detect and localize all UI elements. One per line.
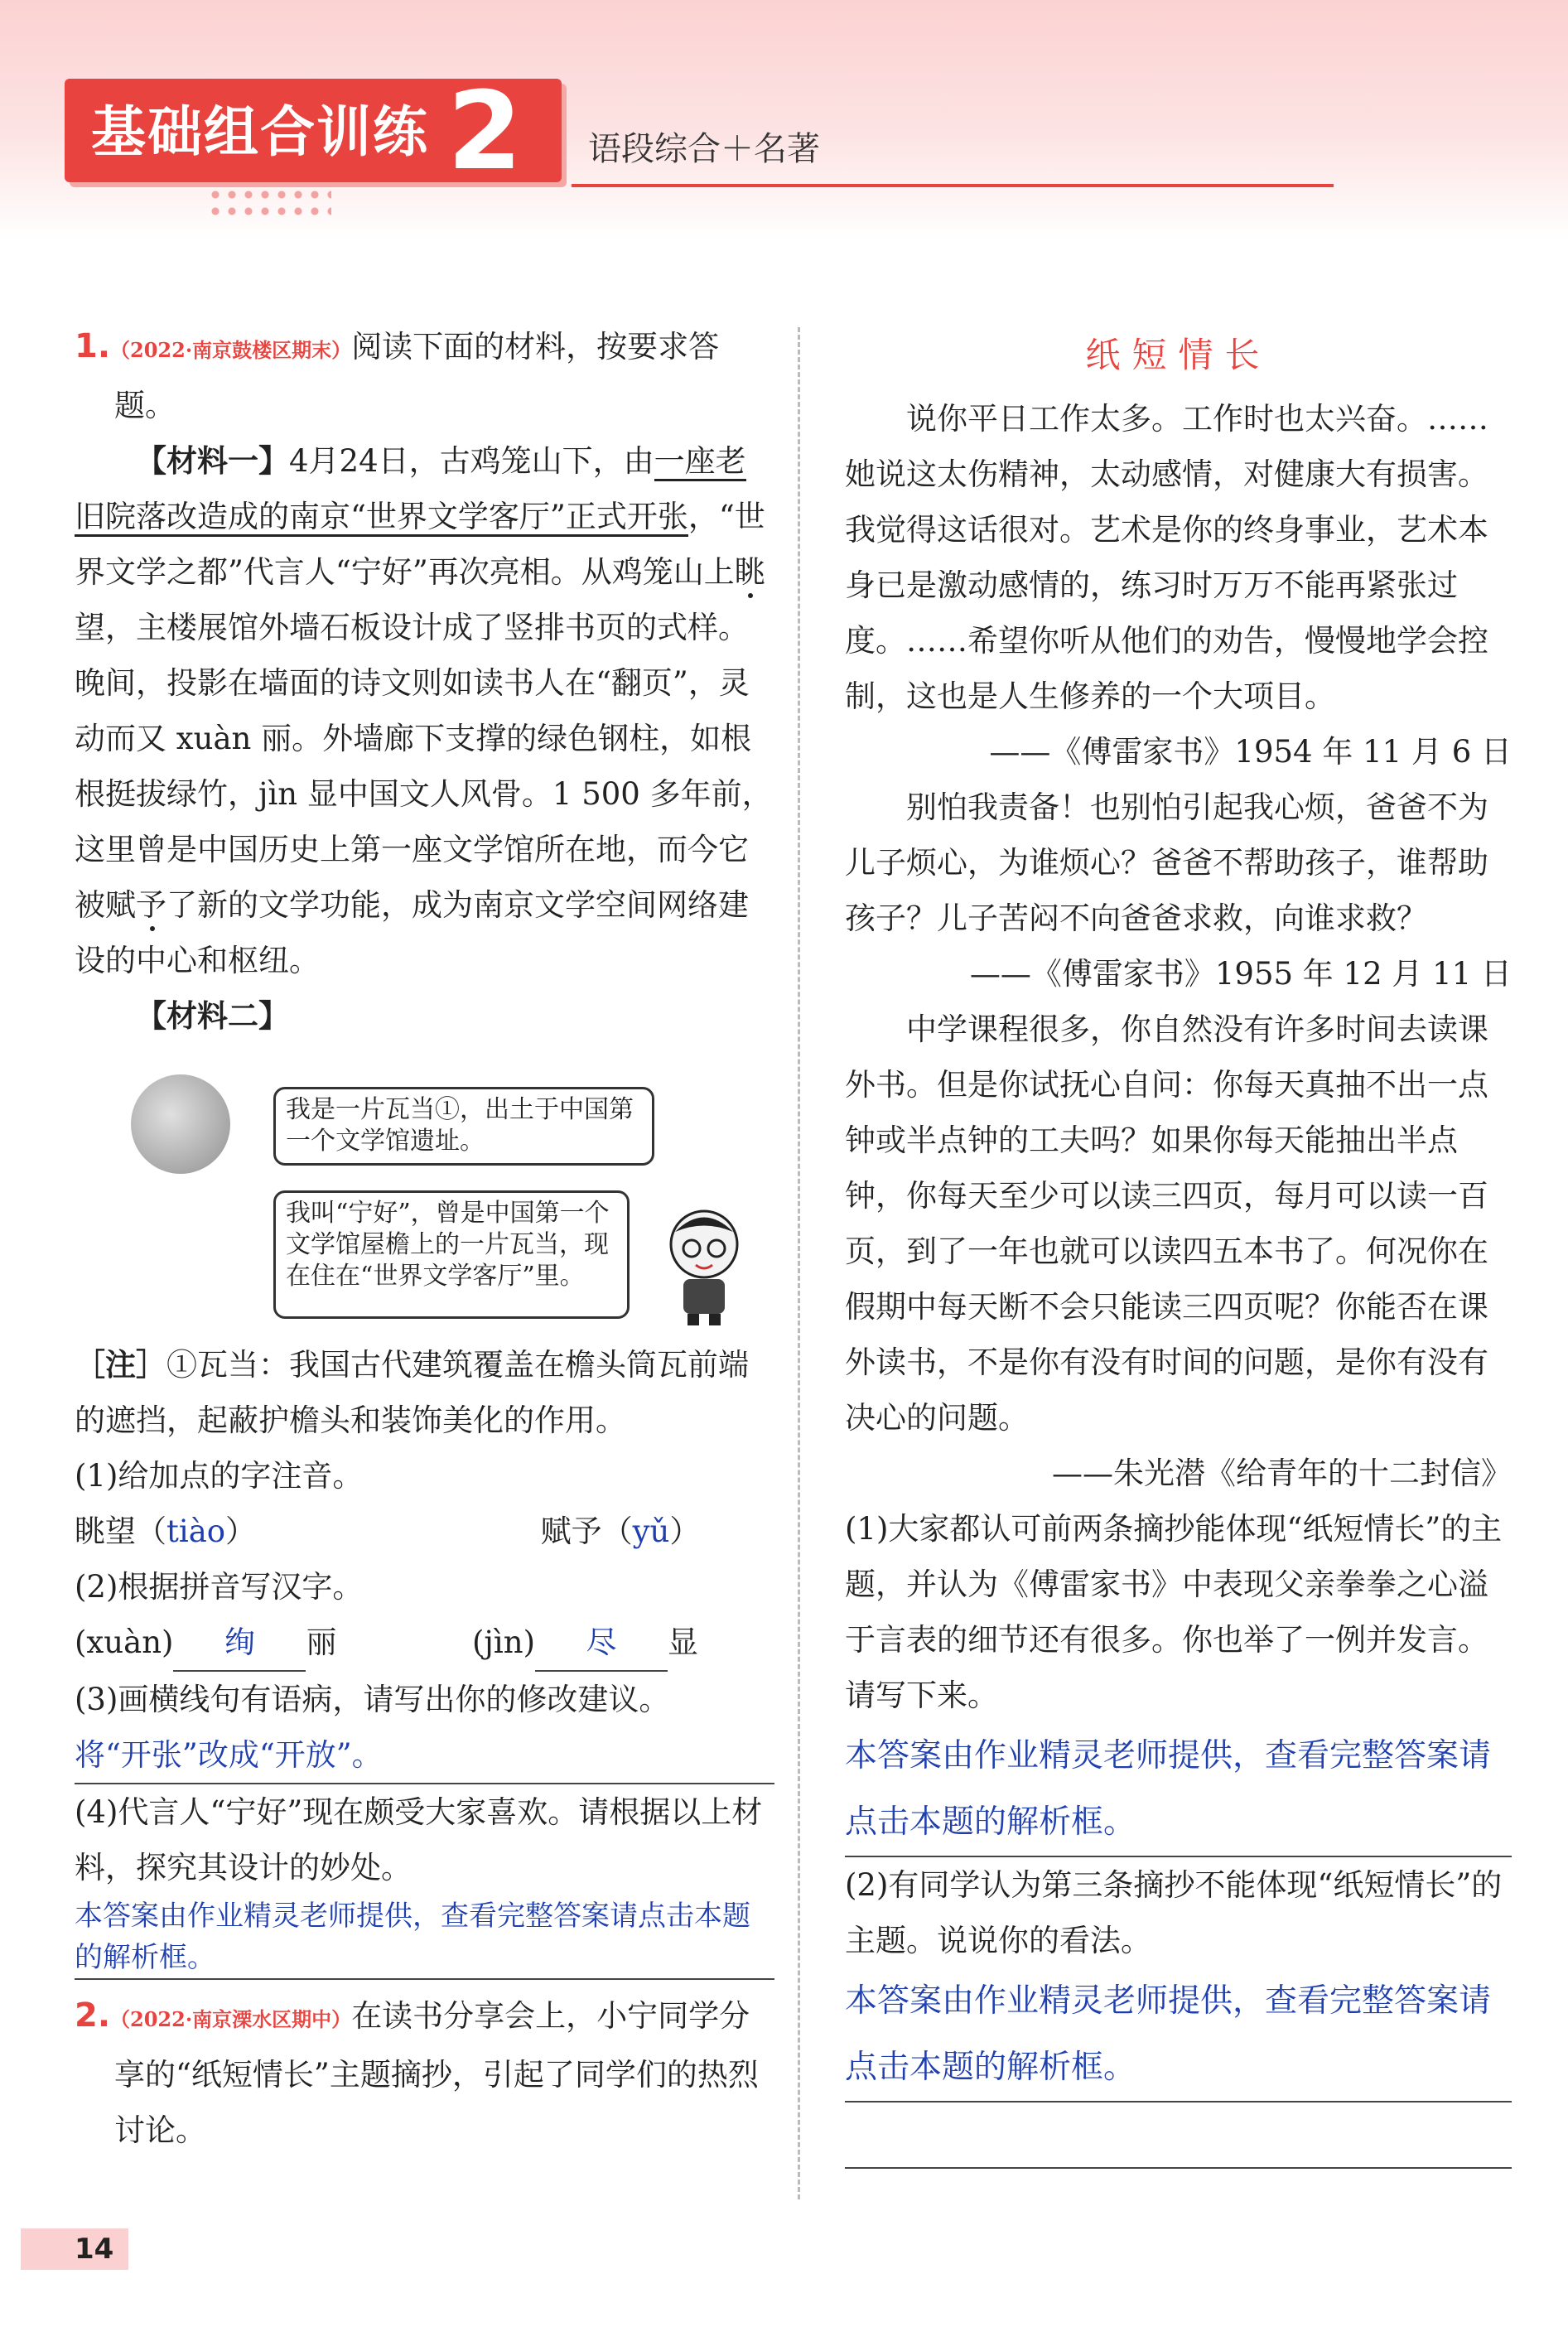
page-title-number: 2 <box>447 68 523 194</box>
excerpt-2-byline: ——《傅雷家书》1955 年 12 月 11 日 <box>969 956 1512 992</box>
question-prompt: 阅读下面的材料，按要求答题。 <box>114 329 720 423</box>
material-text: 了新的文学功能，成为南京文学空间网络建设的中心和枢纽。 <box>75 887 749 978</box>
subquestion-4-answer[interactable]: 本答案由作业精灵老师提供，查看完整答案请点击本题的解析框。 <box>75 1895 774 1980</box>
footnote-text: ①瓦当：我国古代建筑覆盖在檐头筒瓦前端的遮挡，起蔽护檐头和装饰美化的作用。 <box>75 1347 749 1438</box>
answer-prefix: 赋予（ <box>540 1514 633 1549</box>
material-text: 4月24日，古鸡笼山下，由 <box>289 443 654 479</box>
left-column <box>75 319 774 2158</box>
subquestion-4: (4)代言人“宁好”现在颇受大家喜欢。请根据以上材料，探究其设计的妙处。 <box>75 1794 763 1885</box>
answer-pinyin: yǔ <box>632 1514 670 1549</box>
page-subtitle: 语段综合＋名著 <box>588 130 820 168</box>
subquestion-2-2: (2)有同学认为第三条摘抄不能体现“纸短情长”的主题。说说你的看法。 <box>845 1867 1503 1958</box>
excerpt-3-byline: ——朱光潜《给青年的十二封信》 <box>1052 1456 1512 1491</box>
material-2-label: 【材料二】 <box>136 998 289 1034</box>
answer-suffix: ） <box>225 1514 257 1549</box>
banner-rule <box>572 184 1334 187</box>
subquestion-2-answers <box>75 1615 774 1672</box>
answer-prefix: (xuàn) <box>75 1625 174 1660</box>
material-text: ，“世界文学之都”代言人“宁好”再次亮相。从鸡笼山上 <box>75 499 765 590</box>
footnote <box>75 1337 774 1448</box>
subquestion-2: (2)根据拼音写汉字。 <box>75 1569 364 1605</box>
answer-pinyin: tiào <box>166 1514 226 1549</box>
material-text: 望，主楼展馆外墙石板设计成了竖排书页的式样。晚间，投影在墙面的诗文则如读书人在“翻页”，灵动而又 xuàn 丽。外墙廊下支撑的绿色钢柱，如根根挺拔绿竹，jìn 显中国文人风骨。1 500 多年前，这里曾是中国历史上第一座文学馆所在地，而今它被赋 <box>75 610 773 923</box>
dotted-char: 眺 <box>734 554 765 590</box>
excerpt-1: 说你平日工作太多。工作时也太兴奋。……她说这太伤精神，太动感情，对健康大有损害。我觉得这话很对。艺术是你的终身事业，艺术本身已是激动感情的，练习时万万不能再紧张过度。……希望你听从他们的劝告，慢慢地学会控制，这也是人生修养的一个大项目。 <box>845 401 1488 714</box>
subquestion-3-answer: 将“开张”改成“开放”。 <box>75 1727 774 1784</box>
page-title: 基础组合训练 <box>91 100 429 164</box>
speech-bubble-1: 我是一片瓦当①，出土于中国第一个文学馆遗址。 <box>273 1087 654 1166</box>
question-1 <box>75 319 774 433</box>
answer-prefix: (jìn) <box>472 1625 536 1660</box>
underlined-sentence: 一座老旧院落改造成的南京“世界文学客厅”正式开张 <box>75 443 746 537</box>
tile-coin-image <box>131 1074 230 1174</box>
subquestion-2-2-answer[interactable]: 本答案由作业精灵老师提供，查看完整答案请点击本题的解析框。 <box>845 1968 1512 2103</box>
subquestion-1-answers <box>75 1504 774 1559</box>
dotted-char: 予 <box>136 887 166 923</box>
right-column <box>845 327 1512 2169</box>
excerpt-3: 中学课程很多，你自然没有许多时间去读课外书。但是你试抚心自问：你每天真抽不出一点钟或半点钟的工夫吗？如果你每天能抽出半点钟，你每天至少可以读三四页，每月可以读一百页，到了一年也就可以读四五本书了。何况你在假期中每天断不会只能读三四页呢？你能否在课外读书，不是你有没有时间的问题，是你有没有决心的问题。 <box>845 1011 1488 1436</box>
question-2 <box>75 1988 774 2158</box>
speech-bubble-2: 我叫“宁好”，曾是中国第一个文学馆屋檐上的一片瓦当，现在住在“世界文学客厅”里。 <box>273 1190 630 1319</box>
material-label: 【材料一】 <box>136 443 289 479</box>
question-prompt: 在读书分享会上，小宁同学分享的“纸短情长”主题摘抄，引起了同学们的热烈讨论。 <box>114 1998 759 2148</box>
subquestion-2-1-answer[interactable]: 本答案由作业精灵老师提供，查看完整答案请点击本题的解析框。 <box>845 1723 1512 1857</box>
excerpt-1-byline: ——《傅雷家书》1954 年 11 月 6 日 <box>989 734 1512 770</box>
question-source: （2022·南京溧水区期中） <box>110 2007 352 2031</box>
page-number: 14 <box>75 2233 114 2266</box>
subquestion-3: (3)画横线句有语病，请写出你的修改建议。 <box>75 1682 670 1717</box>
answer-suffix: ） <box>669 1514 701 1549</box>
subquestion-1: (1)给加点的字注音。 <box>75 1458 364 1494</box>
material-1 <box>75 433 774 988</box>
question-source: （2022·南京鼓楼区期末） <box>110 338 352 362</box>
question-number: 2. <box>75 1996 111 2035</box>
excerpt-title: 纸短情长 <box>1085 335 1271 375</box>
answer-blank: 绚 <box>173 1615 306 1672</box>
answer-suffix: 显 <box>668 1625 699 1660</box>
mascot-icon <box>659 1203 750 1327</box>
answer-line <box>845 2103 1512 2169</box>
answer-blank: 尽 <box>535 1615 668 1672</box>
footnote-label: ［注］ <box>75 1347 166 1383</box>
material-2-figure <box>75 1054 774 1327</box>
excerpt-2: 别怕我责备！也别怕引起我心烦，爸爸不为儿子烦心，为谁烦心？爸爸不帮助孩子，谁帮助孩子？儿子苦闷不向爸爸求救，向谁求救？ <box>845 789 1488 936</box>
answer-suffix: 丽 <box>306 1625 337 1660</box>
subquestion-2-1: (1)大家都认可前两条摘抄能体现“纸短情长”的主题，并认为《傅雷家书》中表现父亲拳拳之心溢于言表的细节还有很多。你也举了一例并发言。请写下来。 <box>845 1511 1503 1713</box>
question-number: 1. <box>75 327 111 365</box>
column-divider <box>798 327 800 2199</box>
answer-prefix: 眺望（ <box>75 1514 166 1549</box>
